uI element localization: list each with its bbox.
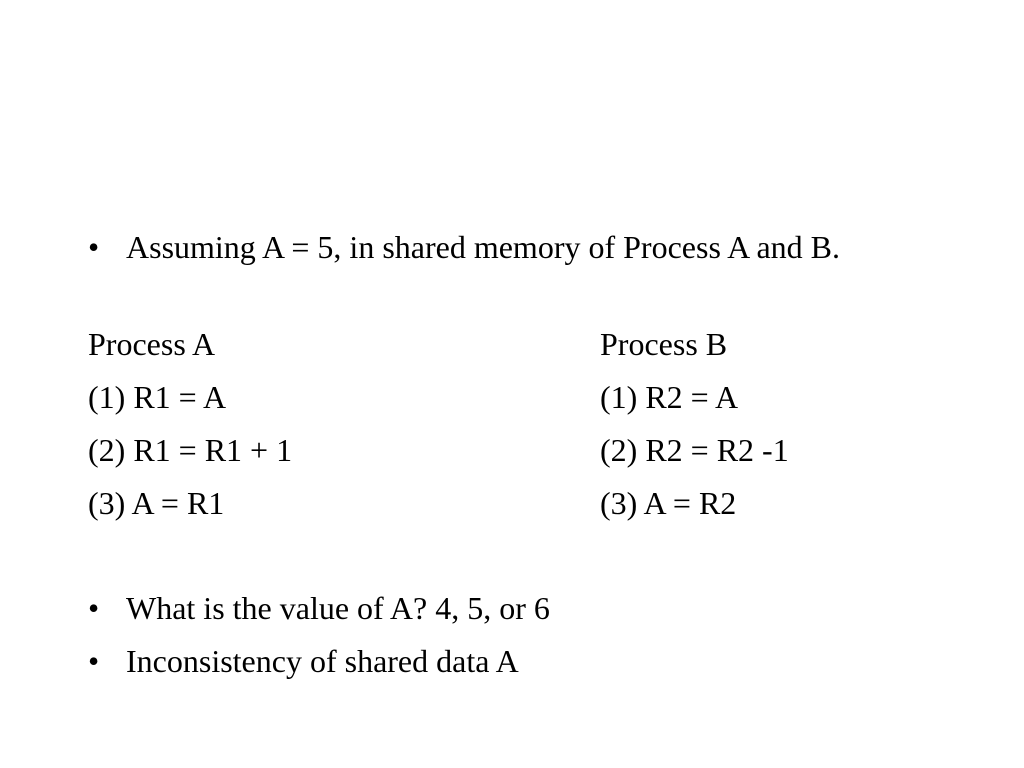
process-b-step-3: (3) A = R2 [600, 485, 737, 521]
bullet-text-inconsistency: Inconsistency of shared data A [126, 643, 519, 679]
process-a-step-1: (1) R1 = A [88, 379, 227, 415]
bullet-icon: • [88, 229, 100, 265]
bullet-text-question: What is the value of A? 4, 5, or 6 [126, 590, 550, 626]
process-b-step-1: (1) R2 = A [600, 379, 739, 415]
process-b-title: Process B [600, 326, 728, 362]
process-a-step-2: (2) R1 = R1 + 1 [88, 432, 293, 468]
bullet-icon: • [88, 643, 100, 679]
process-b-step-2: (2) R2 = R2 -1 [600, 432, 789, 468]
bullet-inconsistency [88, 642, 948, 680]
process-a-step-3: (3) A = R1 [88, 485, 225, 521]
bullet-icon: • [88, 590, 100, 626]
bullet-text-assumption: Assuming A = 5, in shared memory of Process A and B. [126, 229, 841, 265]
bullet-question [88, 589, 948, 627]
process-a-title: Process A [88, 326, 216, 362]
bullet-assumption [88, 228, 948, 266]
